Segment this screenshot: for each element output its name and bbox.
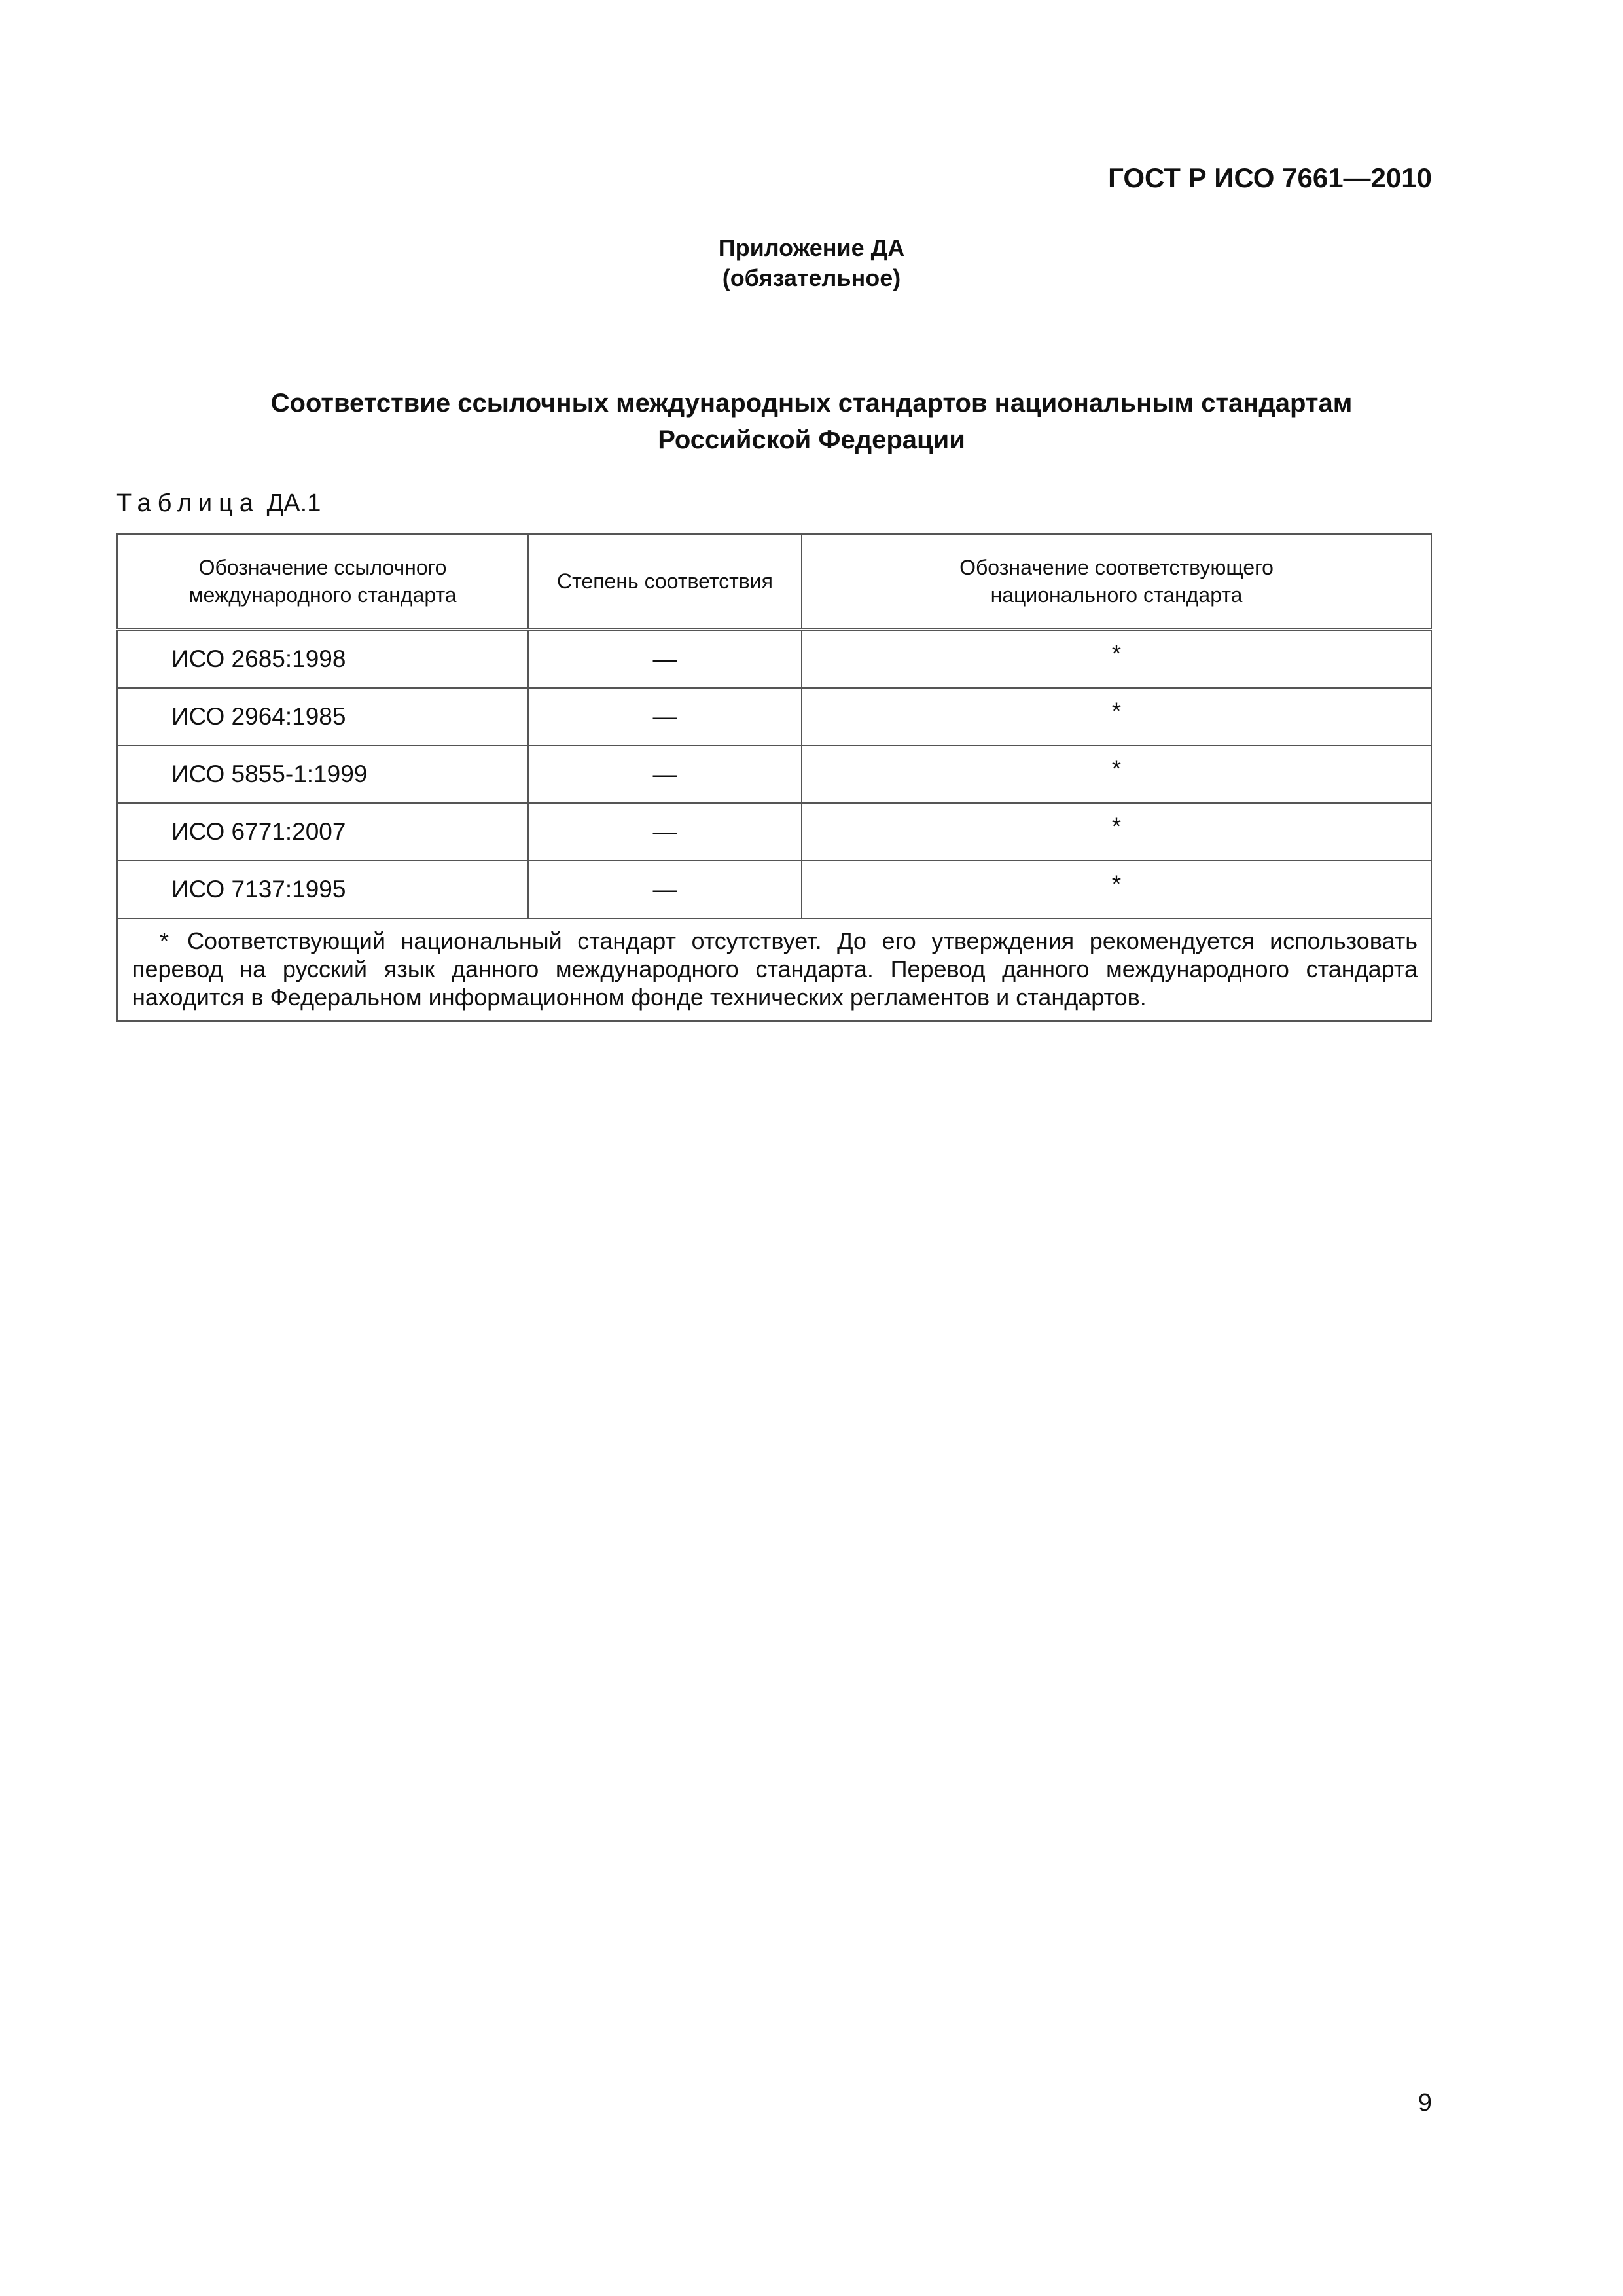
cell-degree: —	[528, 861, 802, 918]
cell-national-standard: *	[802, 630, 1431, 689]
cell-degree: —	[528, 803, 802, 861]
header-degree-label: Степень соответствия	[557, 569, 773, 593]
table-caption-number: ДА.1	[266, 490, 321, 517]
section-title-line-2: Российской Федерации	[658, 425, 965, 454]
table-row	[117, 630, 1431, 689]
section-title-line-1: Соответствие ссылочных международных стандартов национальным стандартам	[270, 389, 1353, 418]
table-row	[117, 803, 1431, 861]
header-national-standard	[802, 534, 1431, 630]
header-iso-standard	[117, 534, 528, 630]
cell-national-standard: *	[802, 861, 1431, 918]
cell-national-standard: *	[802, 688, 1431, 745]
header-iso-line-2: международного стандарта	[188, 583, 457, 607]
page-number: 9	[1418, 2089, 1432, 2117]
cell-national-standard: *	[802, 745, 1431, 803]
header-national-line-1: Обозначение соответствующего	[959, 556, 1274, 579]
table-caption-word: Таблица	[116, 490, 260, 517]
header-iso-line-1: Обозначение ссылочного	[198, 556, 447, 579]
cell-iso-standard: ИСО 2685:1998	[117, 630, 528, 689]
table-caption	[116, 490, 321, 518]
cell-degree: —	[528, 688, 802, 745]
table-footnote	[117, 918, 1431, 1021]
footnote-text: Соответствующий национальный стандарт отсутствует. До его утверждения рекомендуется использовать перевод на русский язык данного международного стандарта. Перевод данного международного стандарта находится в Федеральном информационном фонде технических регламентов и стандартов.	[132, 927, 1418, 1011]
table-row	[117, 688, 1431, 745]
cell-degree: —	[528, 630, 802, 689]
cell-iso-standard: ИСО 2964:1985	[117, 688, 528, 745]
header-degree	[528, 534, 802, 630]
footnote-mark: *	[160, 927, 169, 954]
section-title	[0, 385, 1623, 458]
cell-degree: —	[528, 745, 802, 803]
cell-national-standard: *	[802, 803, 1431, 861]
table-row	[117, 861, 1431, 918]
header-national-line-2: национального стандарта	[990, 583, 1243, 607]
appendix-heading	[0, 233, 1623, 293]
cell-iso-standard: ИСО 7137:1995	[117, 861, 528, 918]
document-code: ГОСТ Р ИСО 7661—2010	[1108, 162, 1432, 193]
table-row	[117, 745, 1431, 803]
standards-correspondence-table	[116, 533, 1432, 1022]
cell-iso-standard: ИСО 6771:2007	[117, 803, 528, 861]
appendix-title: Приложение ДА	[718, 234, 905, 261]
cell-iso-standard: ИСО 5855-1:1999	[117, 745, 528, 803]
table-footnote-row	[117, 918, 1431, 1021]
table-header-row	[117, 534, 1431, 630]
appendix-status: (обязательное)	[722, 264, 901, 291]
